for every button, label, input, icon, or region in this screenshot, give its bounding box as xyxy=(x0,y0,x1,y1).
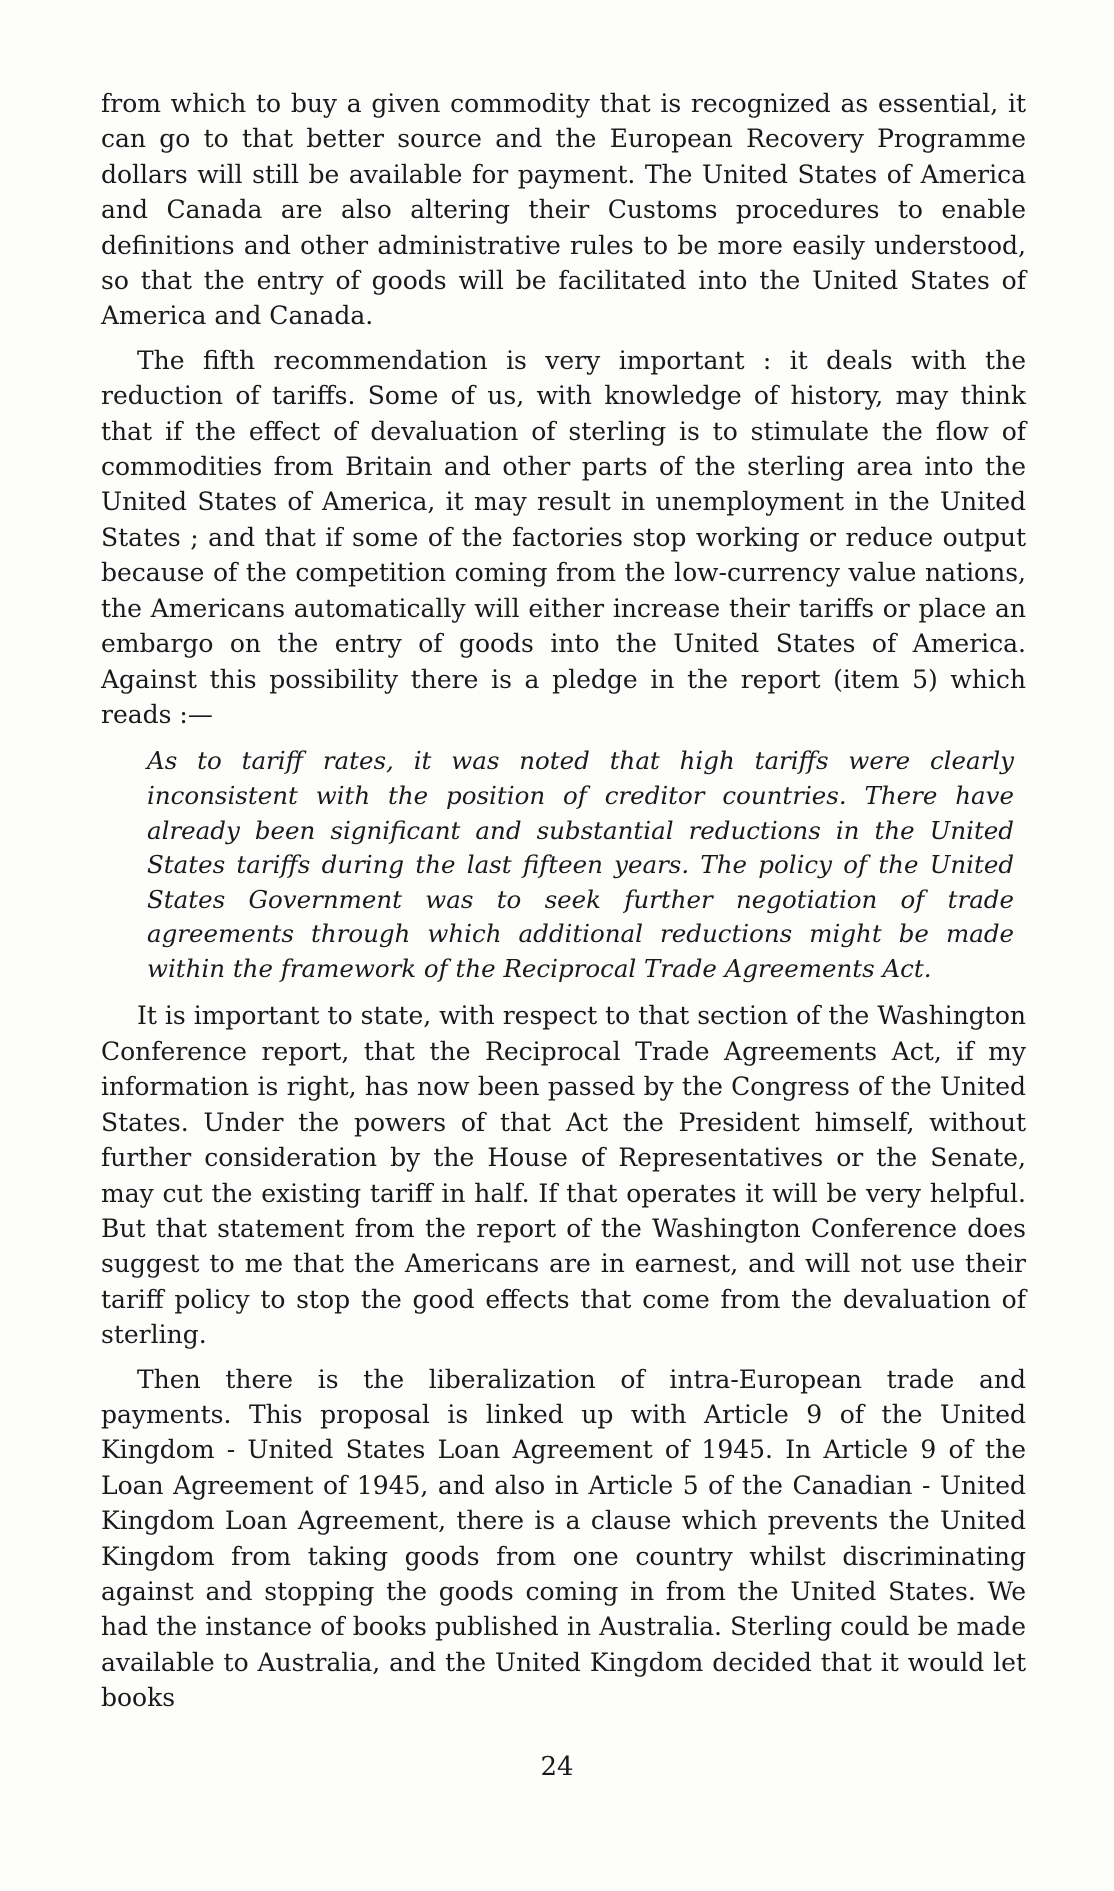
paragraph-tariffs: The fifth recommendation is very important : it deals with the reduction of tariffs. Some of us, with knowledge of history, may think that if the effect of devaluation of sterling is to stimulate the flow of commodities from Britain and other parts of the sterling area into the United States of America, it may result in unemployment in the United States ; and that if some of the factories stop working or reduce output because of the competition coming from the low-currency value nations, the Americans automatically will either increase their tariffs or place an embargo on the entry of goods into the United States of America. Against this possibility there is a pledge in the report (item 5) which reads :— xyxy=(101,345,1026,729)
block-quote: As to tariff rates, it was noted that high tariffs were clearly inconsistent with the position of creditor countries. There have already been significant and substantial reductions in the United States tariffs during the last fifteen years. The policy of the United States Government was to seek further negotiation of trade agreements through which additional reductions might be made within the framework of the Reciprocal Trade Agreements Act. xyxy=(147,746,1014,983)
body-text xyxy=(101,86,1026,1725)
paragraph-reciprocal-trade: It is important to state, with respect to that section of the Washington Conference report, that the Reciprocal Trade Agreements Act, if my information is right, has now been passed by the Congress of the United States. Under the powers of that Act the President himself, without further consideration by the House of Representatives or the Senate, may cut the existing tariff in half. If that operates it will be very helpful. But that statement from the report of the Washington Conference does suggest to me that the Americans are in earnest, and will not use their tariff policy to stop the good effects that come from the devaluation of sterling. xyxy=(101,1001,1026,1350)
page-number: 24 xyxy=(540,1752,574,1782)
paragraph-continuation: from which to buy a given commodity that is recognized as essential, it can go to that better source and the European Recovery Programme dollars will still be available for payment. The United States of America and Canada are also altering their Customs procedures to enable definitions and other administrative rules to be more easily understood, so that the entry of goods will be facilitated into the United States of America and Canada. xyxy=(101,89,1026,331)
paragraph-liberalization: Then there is the liberalization of intra-European trade and payments. This proposal is linked up with Article 9 of the United Kingdom - United States Loan Agreement of 1945. In Article 9 of the Loan Agreement of 1945, and also in Article 5 of the Canadian - United Kingdom Loan Agreement, there is a clause which prevents the United Kingdom from taking goods from one country whilst discriminating against and stopping the goods coming in from the United States. We had the instance of books published in Australia. Sterling could be made available to Australia, and the United Kingdom decided that it would let books xyxy=(101,1364,1026,1713)
